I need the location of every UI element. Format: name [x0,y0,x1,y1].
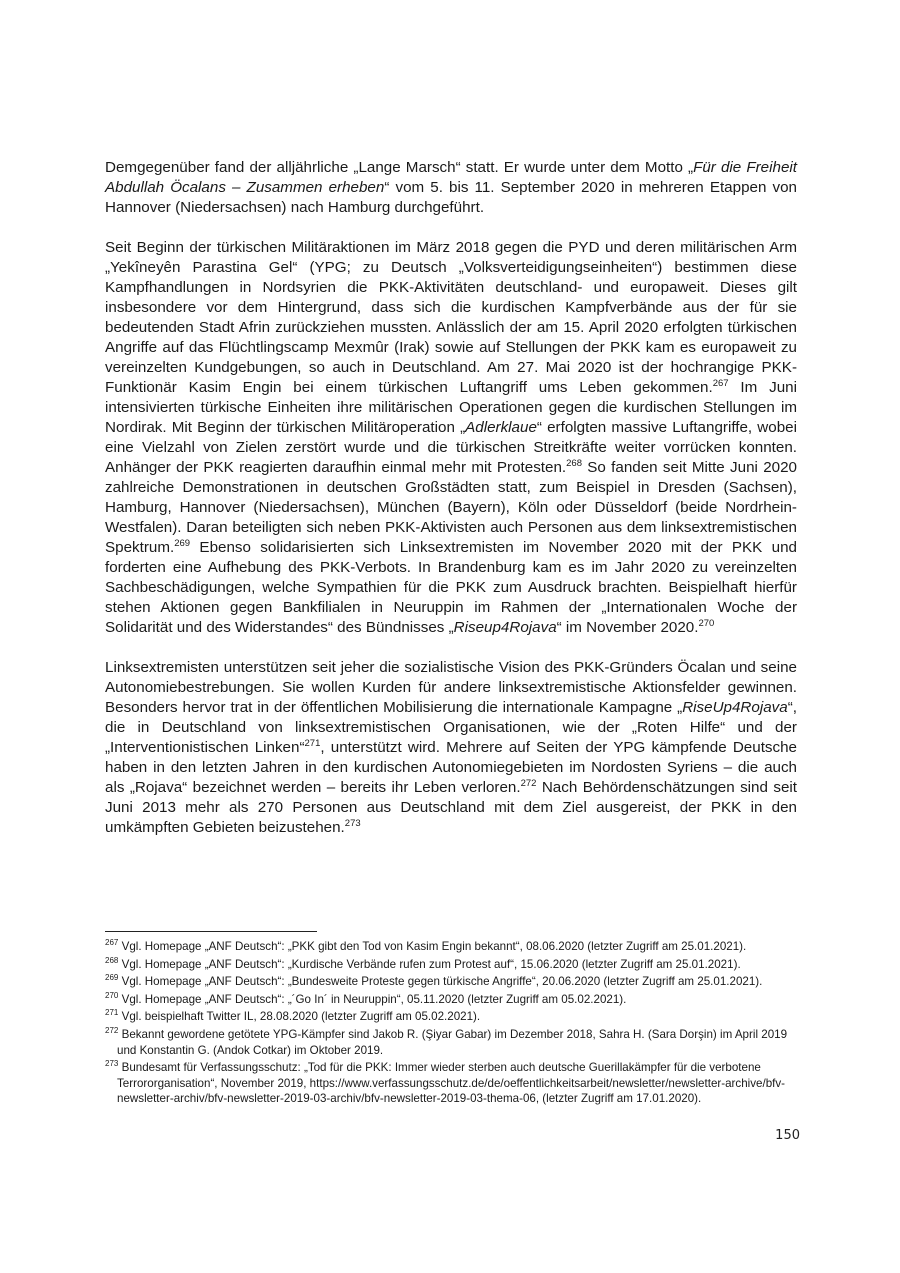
footnote-ref[interactable]: 273 [344,817,361,829]
footnote-number: 270 [105,990,119,1000]
italic-operation-name: Adlerklaue [465,419,537,436]
footnote-text: Vgl. Homepage „ANF Deutsch“: „PKK gibt den Tod von Kasim Engin bekannt“, 08.06.2020 (letzter Zugriff am 25.01.2021). [118,940,747,953]
footnote-271 [105,1009,797,1025]
footnote-text: Bundesamt für Verfassungsschutz: „Tod für die PKK: Immer wieder sterben auch deutsche Guerillakämpfer für die verbotene Terrororganisation“, November 2019, https://www.verfassungsschutz.de/de/oeffentlichkeitsarbeit/newsletter/newsletter-archive/bfv-newsletter-archiv/bfv-newsletter-2019-03-archiv/bfv-newsletter-2019-03-thema-06, (letzter Zugriff am 17.01.2020). [117,1061,786,1106]
footnote-text: Vgl. beispielhaft Twitter IL, 28.08.2020 (letzter Zugriff am 05.02.2021). [118,1010,481,1024]
text-run: Nach Behördenschätzungen sind seit Juni 2013 mehr als 270 Personen aus Deutschland mit dem Ziel ausgereist, der PKK in den umkämpften Gebieten beizustehen. [105,779,797,836]
footnote-270 [105,992,797,1008]
footnote-separator [105,931,317,932]
footnote-269 [105,974,797,990]
paragraph-2 [105,238,797,638]
footnote-text: Vgl. Homepage „ANF Deutsch“: „´Go In´ in Neuruppin“, 05.11.2020 (letzter Zugriff am 05.02.2021). [118,992,627,1006]
footnote-267 [105,939,797,955]
text-run: Ebenso solidarisierten sich Linksextremisten im November 2020 mit der PKK und forderten eine Aufhebung des PKK-Verbots. In Brandenburg kam es im Jahr 2020 zu vereinzelten Sachbeschädigungen, welche Sympathien für die PKK zum Ausdruck brachten. Beispielhaft hierfür stehen Aktionen gegen Bankfilialen in Neuruppin im Rahmen der „Internationalen Woche der Solidarität und des Widerstandes“ des Bündnisses „ [105,539,797,636]
text-run: Demgegenüber fand der alljährliche „Lange Marsch“ statt. Er wurde unter dem Motto „ [105,159,694,176]
paragraph-3 [105,658,797,838]
page-number: 150 [775,1128,800,1143]
text-run: Seit Beginn der türkischen Militäraktionen im März 2018 gegen die PYD und deren militärischen Arm „Yekîneyên Parastina Gel“ (YPG; zu Deutsch „Volksverteidigungseinheiten“) bestimmen diese Kampfhandlungen in Nordsyrien die PKK-Aktivitäten deutschland- und europaweit. Dieses gilt insbesondere vor dem Hintergrund, dass sich die kurdischen Kampfverbände aus der für sie bedeutenden Stadt Afrin zurückziehen mussten. Anlässlich der am 15. April 2020 erfolgten türkischen Angriffe auf das Flüchtlingscamp Mexmûr (Irak) sowie auf Stellungen der PKK kam es europaweit zu vereinzelten Kundgebungen, so auch in Deutschland. Am 27. Mai 2020 ist der hochrangige PKK-Funktionär Kasim Engin bei einem türkischen Luftangriff ums Leben gekommen. [105,239,797,396]
footnote-number: 271 [105,1008,119,1018]
body-text [105,158,797,858]
footnote-text: Vgl. Homepage „ANF Deutsch“: „Kurdische Verbände rufen zum Protest auf“, 15.06.2020 (letzter Zugriff am 25.01.2021). [118,957,741,971]
footnote-number: 273 [105,1059,119,1069]
italic-alliance-name: Riseup4Rojava [453,619,557,636]
text-run: Im Juni intensivierten türkische Einheiten ihre militärischen Operationen gegen die kurdischen Stellungen im Nordirak. Mit Beginn der türkischen Militäroperation „ [105,379,798,436]
italic-campaign-name: RiseUp4Rojava [682,699,788,716]
footnote-number: 268 [105,955,119,965]
footnote-number: 267 [105,938,119,948]
footnote-ref[interactable]: 269 [174,537,191,549]
text-run: , unterstützt wird. Mehrere auf Seiten der YPG kämpfende Deutsche haben in den letzten Jahren in den kurdischen Autonomiegebieten im Nordosten Syriens – die auch als „Rojava“ bezeichnet werden – bereits ihr Leben verloren. [105,739,797,796]
footnote-ref[interactable]: 268 [566,457,582,469]
footnote-272 [105,1027,797,1058]
footnote-number: 272 [105,1026,119,1036]
text-run: So fanden seit Mitte Juni 2020 zahlreiche Demonstrationen in deutschen Großstädten statt, zum Beispiel in Dresden (Sachsen), Hamburg, Hannover (Niedersachsen), München (Bayern), Köln oder Düsseldorf (beide Nordrhein-Westfalen). Daran beteiligten sich neben PKK-Aktivisten auch Personen aus dem linksextremistischen Spektrum. [105,459,797,556]
text-run: “, die in Deutschland von linksextremistischen Organisationen, wie der „Roten Hilfe“ und der „Interventionistischen Linken“ [105,699,797,756]
footnote-ref[interactable]: 267 [712,377,729,389]
footnotes-section [105,939,797,1109]
footnote-ref[interactable]: 271 [304,737,321,749]
text-run: “ erfolgten massive Luftangriffe, wobei eine Vielzahl von Zielen zerstört wurde und die türkischen Streitkräfte weiter vorrücken konnten. Anhänger der PKK reagierten daraufhin einmal mehr mit Protesten. [105,419,797,476]
footnote-273 [105,1060,797,1107]
footnote-ref[interactable]: 272 [520,777,537,789]
text-run: Linksextremisten unterstützen seit jeher die sozialistische Vision des PKK-Gründers Öcalan und seine Autonomiebestrebungen. Sie wollen Kurden für andere linksextremistische Aktionsfelder gewinnen. Besonders hervor trat in der öffentlichen Mobilisierung die internationale Kampagne „ [105,659,797,716]
paragraph-1 [105,158,797,218]
footnote-ref[interactable]: 270 [698,617,715,629]
italic-motto: Für die Freiheit Abdullah Öcalans – Zusammen erheben [105,159,797,196]
text-run: “ vom 5. bis 11. September 2020 in mehreren Etappen von Hannover (Niedersachsen) nach Hamburg durchgeführt. [105,179,797,216]
footnote-text: Bekannt gewordene getötete YPG-Kämpfer sind Jakob R. (Şiyar Gabar) im Dezember 2018, Sahra H. (Sara Dorşin) im April 2019 und Konstantin G. (Andok Cotkar) im Oktober 2019. [117,1027,788,1057]
footnote-268 [105,957,797,973]
footnote-text: Vgl. Homepage „ANF Deutsch“: „Bundesweite Proteste gegen türkische Angriffe“, 20.06.2020 (letzter Zugriff am 25.01.2021). [118,975,763,989]
footnote-number: 269 [105,973,119,983]
text-run: “ im November 2020. [556,619,699,636]
